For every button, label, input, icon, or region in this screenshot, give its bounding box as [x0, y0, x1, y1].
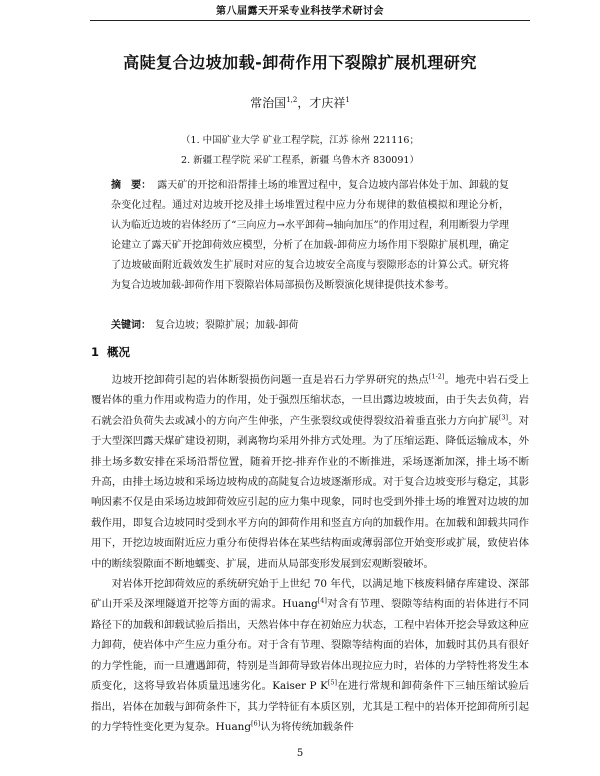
section-number: 1 [91, 345, 100, 359]
affiliation-1: （1. 中国矿业大学 矿业工程学院，江苏 徐州 221116； [181, 135, 419, 146]
author-affiliation-marker: 1,2 [286, 96, 298, 104]
paragraph-text: 在进行常规和卸荷条件下三轴压缩试验后指出，岩体在加载与卸荷条件下，其力学特征有本质区别，尤其是工程中的岩体开挖卸荷所引起的力学特性变化更为复杂。Huang [91, 680, 529, 733]
paragraph-text: 边坡开挖卸荷引起的岩体断裂损伤问题一直是岩石力学界研究的热点 [111, 374, 429, 386]
author-separator: ， [297, 96, 310, 110]
author-name: 才庆祥 [309, 96, 346, 110]
abstract-label: 摘 要： [111, 180, 152, 191]
keywords [111, 316, 509, 331]
citation: [5] [327, 678, 338, 687]
affiliation-2: 2. 新疆工程学院 采矿工程系，新疆 乌鲁木齐 830091） [181, 155, 419, 166]
paragraph-text: 。对于大型深凹露天煤矿建设初期，剥离物均采用外排方式处理。为了压缩运距、降低运输成本，外排土场多数安排在采场沿帮位置，随着开挖-排弃作业的不断推进，采场逐渐加深，排土场不断升高，由排土场边坡和采场边坡构成的高陡复合边坡逐渐形成。对于复合边坡变形与稳定，其影响因素不仅是由采场边坡卸荷效应引起的应力集中现象，同时也受到外排土场的堆置对边坡的加载作用，即复合边坡同时受到水平方向的卸荷作用和竖直方向的加载作用。在加载和卸载共同作用下，开挖边坡面附近应力重分布使得岩体在某些结构面或薄弱部位开始变形或扩展，致使岩体中的断续裂隙面不断地蠕变、扩展，进而从局部变形发展到宏观断裂破坏。 [91, 414, 530, 570]
section-heading [91, 344, 138, 360]
keywords-text: 复合边坡；裂隙扩展；加载-卸荷 [155, 320, 299, 331]
paragraph [91, 574, 529, 737]
citation: [6] [250, 719, 261, 728]
abstract [111, 176, 509, 296]
section-body [91, 370, 529, 737]
paragraph-text: 。地壳中岩石受上覆岩体的重力作用或构造力的作用，处于强烈压缩状态，一旦出露边坡坡面，由于失去负荷，岩石就会沿负荷失去或减小的方向产生伸张，产生张裂纹或使得裂纹沿着垂直张力方向扩展 [91, 374, 530, 427]
header-rule [90, 20, 530, 21]
citation: [1-2] [428, 372, 445, 381]
section-title: 概况 [107, 345, 131, 359]
abstract-text: 露天矿的开挖和沿帮排土场的堆置过程中，复合边坡内部岩体处于加、卸载的复杂变化过程。通过对边坡开挖及排土场堆置过程中应力分布规律的数值模拟和理论分析，认为临近边坡的岩体经历了“三向应力→水平卸荷→轴向加压”的作用过程，利用断裂力学理论建立了露天矿开挖卸荷效应模型，分析了在加载-卸荷应力场作用下裂隙扩展机理，确定了边坡破面附近载效发生扩展时对应的复合边坡安全高度与裂隙形态的计算公式。研究将为复合边坡加载-卸荷作用下裂隙岩体局部损伤及断裂演化规律提供技术参考。 [111, 180, 510, 291]
citation: [4] [317, 597, 327, 605]
citation: [3] [498, 413, 509, 422]
author-name: 常治国 [250, 96, 287, 110]
paper-title: 高陡复合边坡加载-卸荷作用下裂隙扩展机理研究 [123, 53, 477, 72]
author-line [0, 94, 600, 111]
author-affiliation-marker: 1 [345, 96, 350, 104]
paragraph-text: 对含有节理、裂隙等结构面的岩体进行不同路径下的加载和卸载试验后指出，天然岩体中存在初始应力状态，工程中岩体开挖会导致这种应力卸荷，使岩体中产生应力重分布。对于含有节理、裂隙等结构面的岩体，加载时其仍具有很好的力学性能，而一旦遭遇卸荷，特别是当卸荷导致岩体出现拉应力时，岩体的力学特性将发生本质变化，这将导致岩体质量迅速劣化。Kaiser P K [91, 598, 529, 693]
keywords-label: 关键词： [111, 320, 151, 331]
running-header: 第八届露天开采专业科技学术研讨会 [216, 6, 384, 17]
paragraph-text: 认为将传统加载条件 [260, 720, 354, 733]
page-number: 5 [296, 748, 304, 759]
paragraph [91, 370, 529, 574]
paragraph-text: 对岩体开挖卸荷效应的系统研究始于上世纪 70 年代，以满足地下核废料储存库建设、深部矿山开采及深埋隧道开挖等方面的需求。Huang [91, 578, 529, 611]
